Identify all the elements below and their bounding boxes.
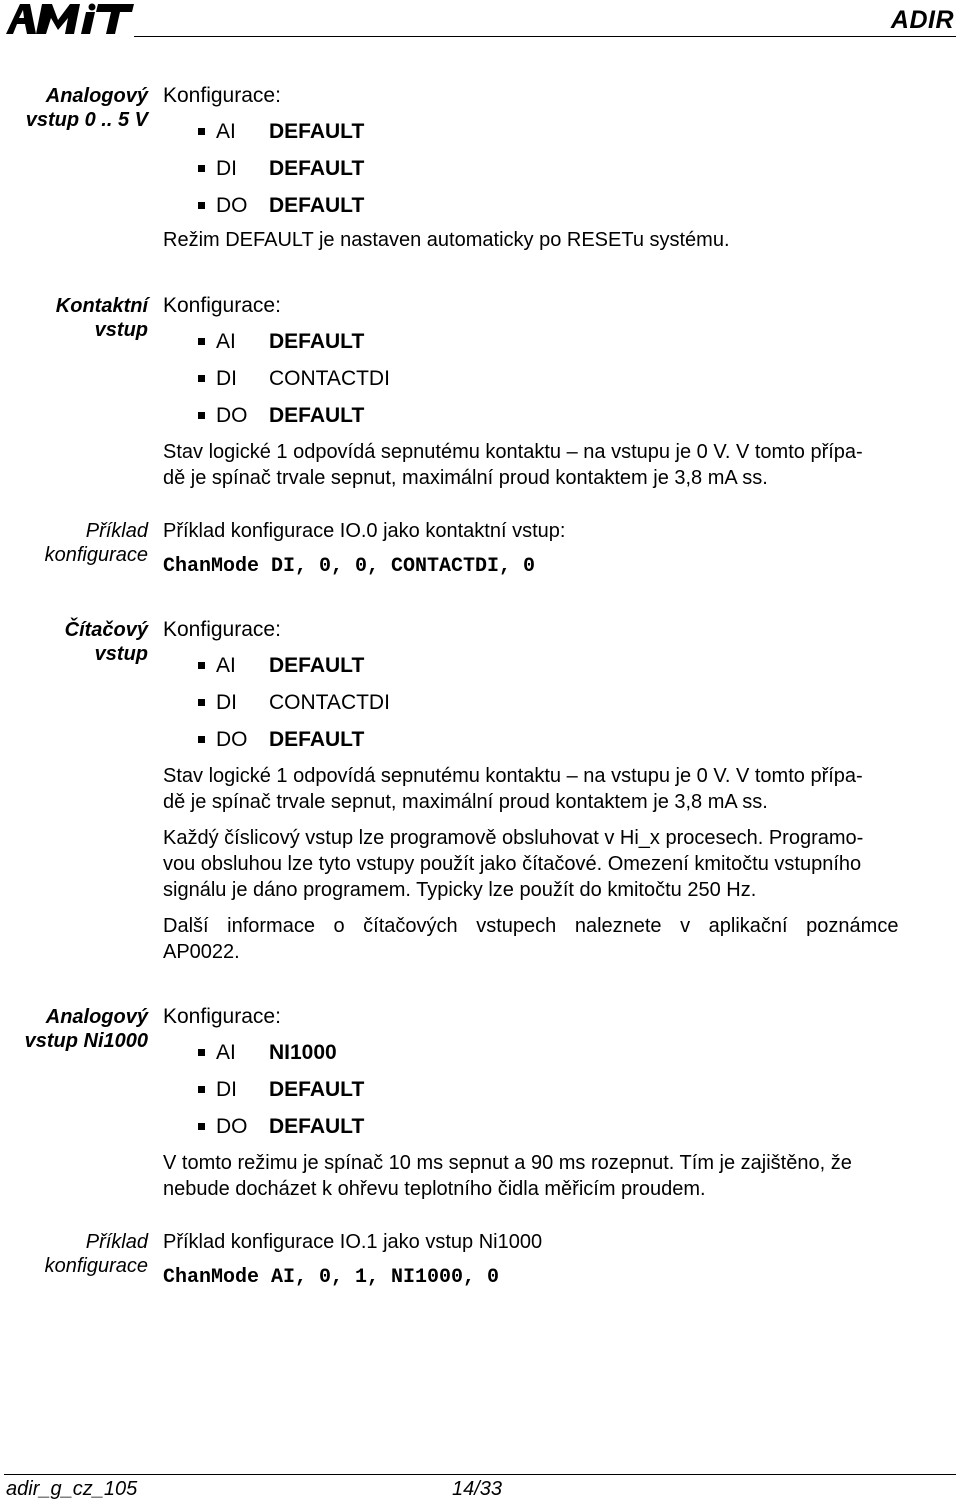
note-line: Stav logické 1 odpovídá sepnutému kontaktu – na vstupu je 0 V. V tomto přípa- [163, 765, 863, 787]
example-ni1000-input [163, 1230, 957, 1290]
config-item-di: DI CONTACTDI [163, 684, 957, 721]
section-label-analog-0-5v: Analogový vstup 0 .. 5 V [25, 85, 148, 131]
config-item-di: DI CONTACTDI [163, 360, 957, 397]
example-text: Příklad konfigurace IO.0 jako kontaktní vstup: [163, 520, 566, 542]
config-label: Konfigurace: [163, 84, 281, 107]
config-item-di: DI DEFAULT [163, 1071, 957, 1108]
bullet-icon [198, 662, 205, 669]
footer-doc-id: adir_g_cz_105 [6, 1478, 138, 1500]
example-text: Příklad konfigurace IO.1 jako vstup Ni1000 [163, 1231, 543, 1253]
bullet-icon [198, 1123, 205, 1130]
para-line: vou obsluhou lze tyto vstupy použít jako čítačové. Omezení kmitočtu vstupního [163, 853, 862, 875]
config-list [163, 113, 957, 224]
example-contact-input [163, 519, 957, 579]
section-label-ni1000-input: Analogový vstup Ni1000 [24, 1006, 148, 1052]
section-label-contact-input: Kontaktní vstup [55, 295, 148, 341]
para-line: Každý číslicový vstup lze programově obsluhovat v Hi_x procesech. Programo- [163, 827, 864, 849]
footer-page-number: 14/33 [452, 1478, 503, 1500]
bullet-icon [198, 736, 205, 743]
config-item-do: DO DEFAULT [163, 397, 957, 434]
note-line: V tomto režimu je spínač 10 ms sepnut a 90 ms rozepnut. Tím je zajištěno, že [163, 1152, 852, 1174]
section-analog-0-5v [163, 84, 957, 252]
bullet-icon [198, 202, 205, 209]
config-label: Konfigurace: [163, 1005, 281, 1028]
bullet-icon [198, 699, 205, 706]
bullet-icon [198, 1086, 205, 1093]
config-item-di: DI DEFAULT [163, 150, 957, 187]
note-line: dě je spínač trvale sepnut, maximální proud kontaktem je 3,8 mA ss. [163, 791, 768, 813]
example-label: Příklad konfigurace [44, 520, 148, 566]
example-label: Příklad konfigurace [44, 1231, 148, 1277]
section-counter-input [163, 618, 957, 964]
config-item-do: DO DEFAULT [163, 1108, 957, 1145]
para-line: Další informace o čítačových vstupech naleznete v aplikační poznámce [163, 915, 899, 937]
doc-title: ADIR [890, 6, 954, 34]
bullet-icon [198, 128, 205, 135]
bullet-icon [198, 412, 205, 419]
config-list [163, 647, 957, 758]
section-label-counter-input: Čítačový vstup [64, 619, 148, 665]
amit-logo [6, 2, 134, 36]
bullet-icon [198, 338, 205, 345]
note-line: dě je spínač trvale sepnut, maximální proud kontaktem je 3,8 mA ss. [163, 467, 768, 489]
config-item-ai: AI DEFAULT [163, 113, 957, 150]
config-label: Konfigurace: [163, 294, 281, 317]
config-item-ai: AI DEFAULT [163, 323, 957, 360]
example-code: ChanMode DI, 0, 0, CONTACTDI, 0 [163, 555, 536, 578]
note-line: Stav logické 1 odpovídá sepnutému kontaktu – na vstupu je 0 V. V tomto přípa- [163, 441, 863, 463]
bullet-icon [198, 375, 205, 382]
para-line: signálu je dáno programem. Typicky lze použít do kmitočtu 250 Hz. [163, 879, 757, 901]
header-rule [134, 36, 956, 37]
footer-rule [4, 1474, 956, 1475]
note-line: nebude docházet k ohřevu teplotního čidla měřicím proudem. [163, 1178, 706, 1200]
example-code: ChanMode AI, 0, 1, NI1000, 0 [163, 1266, 500, 1289]
section-ni1000-input [163, 1005, 957, 1201]
config-list [163, 323, 957, 434]
config-label: Konfigurace: [163, 618, 281, 641]
para-line: AP0022. [163, 941, 240, 963]
note-text: Režim DEFAULT je nastaven automaticky po RESETu systému. [163, 229, 730, 251]
config-item-ai: AI NI1000 [163, 1034, 957, 1071]
bullet-icon [198, 1049, 205, 1056]
config-item-ai: AI DEFAULT [163, 647, 957, 684]
section-contact-input [163, 294, 957, 490]
config-item-do: DO DEFAULT [163, 187, 957, 224]
config-list [163, 1034, 957, 1145]
bullet-icon [198, 165, 205, 172]
config-item-do: DO DEFAULT [163, 721, 957, 758]
